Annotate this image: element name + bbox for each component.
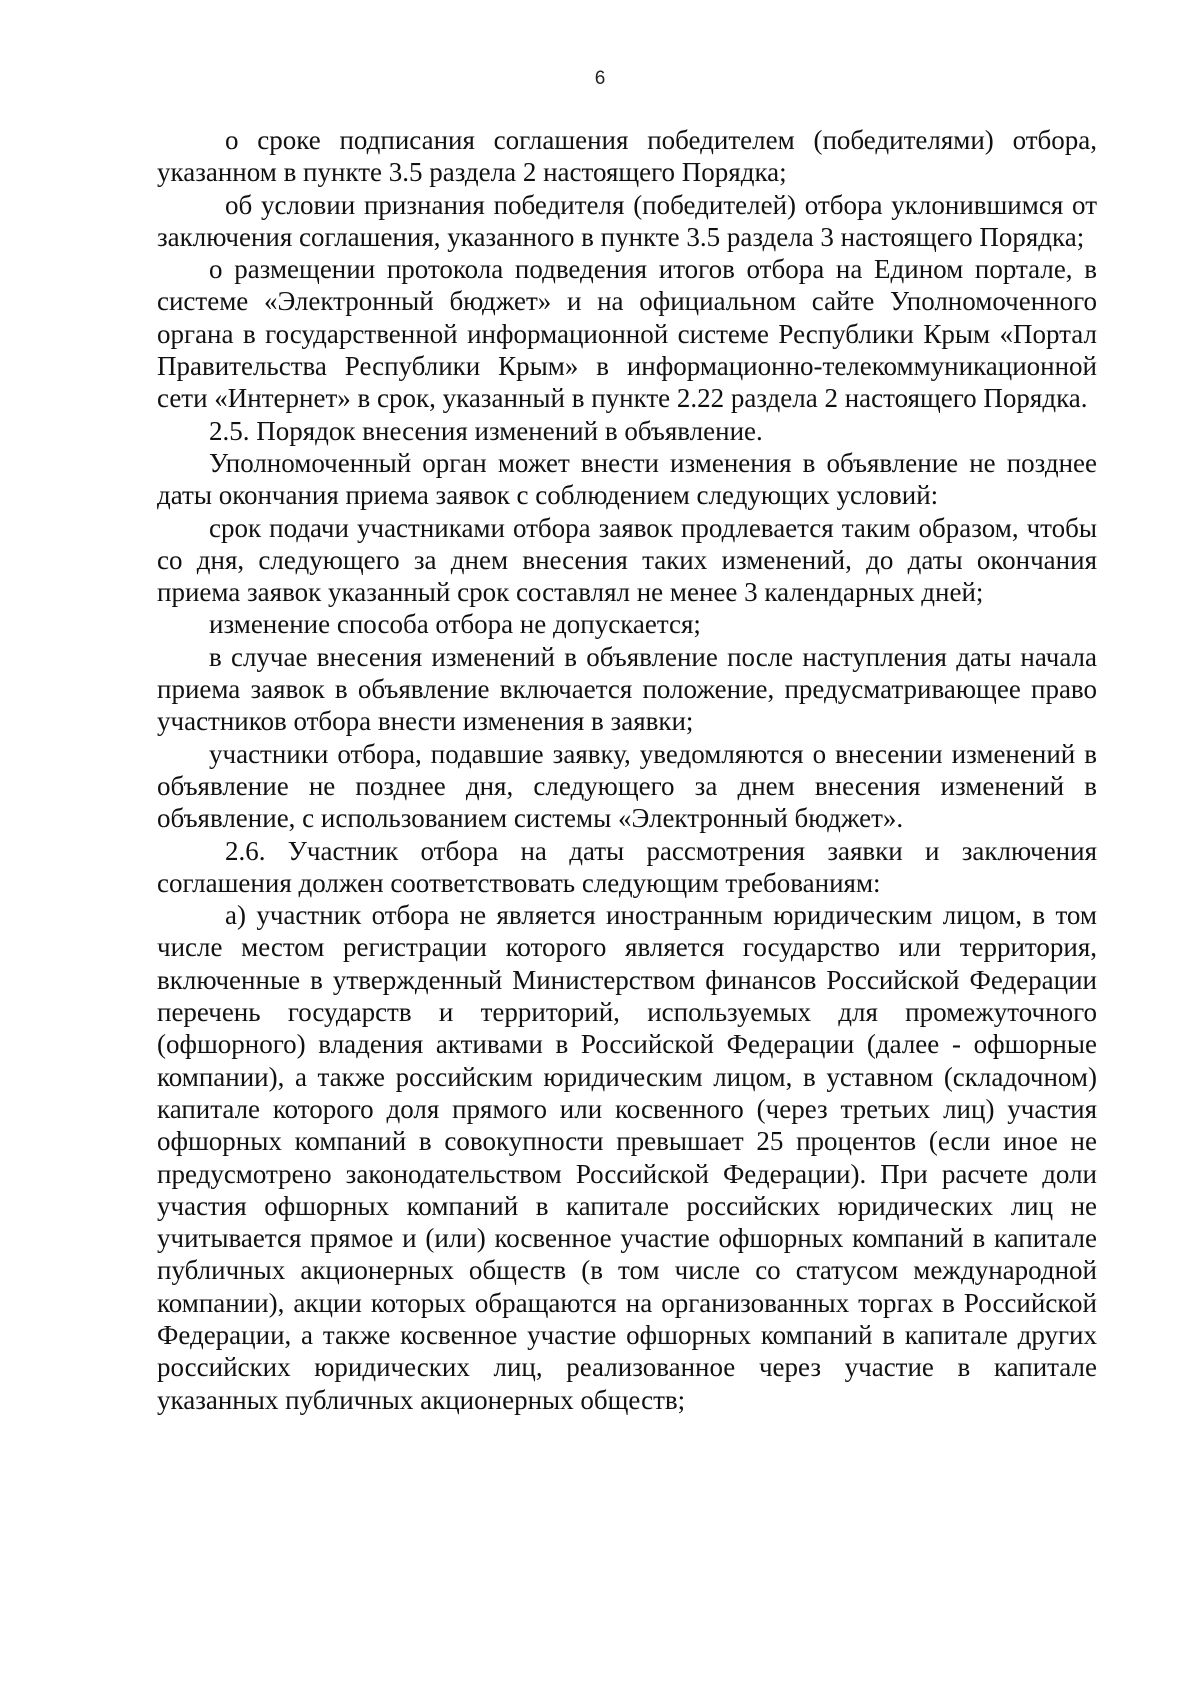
paragraph-signing-term: о сроке подписания соглашения победителем (победителями) отбора, указанном в пункте 3.5 раздела 2 настоящего Порядка;	[157, 125, 1097, 188]
section-heading-2-6: 2.6. Участник отбора на даты рассмотрения заявки и заключения соглашения должен соответствовать следующим требованиям:	[157, 835, 1097, 898]
paragraph-protocol-publication: о размещении протокола подведения итогов отбора на Едином портале, в системе «Электронный бюджет» и на официальном сайте Уполномоченного органа в государственной информационной системе Республики Крым «Портал Правительства Республики Крым» в информационно-телекоммуникационной сети «Интернет» в срок, указанный в пункте 2.22 раздела 2 настоящего Порядка.	[157, 254, 1097, 414]
page-number: 6	[594, 68, 606, 89]
document-body	[157, 124, 1097, 1416]
section-heading-2-5: 2.5. Порядок внесения изменений в объявление.	[209, 415, 763, 446]
paragraph-evasion-condition: об условии признания победителя (победителей) отбора уклонившимся от заключения соглашения, указанного в пункте 3.5 раздела 3 настоящего Порядка;	[157, 189, 1097, 252]
paragraph-authority-changes: Уполномоченный орган может внести изменения в объявление не позднее даты окончания приема заявок с соблюдением следующих условий:	[157, 447, 1097, 511]
paragraph-participant-notification: участники отбора, подавшие заявку, уведомляются о внесении изменений в объявление не позднее дня, следующего за днем внесения изменений в объявление, с использованием системы «Электронный бюджет».	[157, 738, 1097, 834]
paragraph-changes-after-start: в случае внесения изменений в объявление после наступления даты начала приема заявок в объявление включается положение, предусматривающее право участников отбора внести изменения в заявки;	[157, 641, 1097, 737]
paragraph-requirement-a: а) участник отбора не является иностранным юридическим лицом, в том числе местом регистрации которого является государство или территория, включенные в утвержденный Министерством финансов Российской Федерации перечень государств и территорий, используемых для промежуточного (офшорного) владения активами в Российской Федерации (далее - офшорные компании), а также российским юридическим лицом, в уставном (складочном) капитале которого доля прямого или косвенного (через третьих лиц) участия офшорных компаний в совокупности превышает 25 процентов (если иное не предусмотрено законодательством Российской Федерации). При расчете доли участия офшорных компаний в капитале российских юридических лиц не учитывается прямое и (или) косвенное участие офшорных компаний в капитале публичных акционерных обществ (в том числе со статусом международной компании), акции которых обращаются на организованных торгах в Российской Федерации, а также косвенное участие офшорных компаний в капитале других российских юридических лиц, реализованное через участие в капитале указанных публичных акционерных обществ;	[157, 900, 1097, 1415]
paragraph-deadline-extension: срок подачи участниками отбора заявок продлевается таким образом, чтобы со дня, следующего за днем внесения таких изменений, до даты окончания приема заявок указанный срок составлял не менее 3 календарных дней;	[157, 512, 1097, 608]
paragraph-method-change: изменение способа отбора не допускается;	[209, 609, 701, 640]
